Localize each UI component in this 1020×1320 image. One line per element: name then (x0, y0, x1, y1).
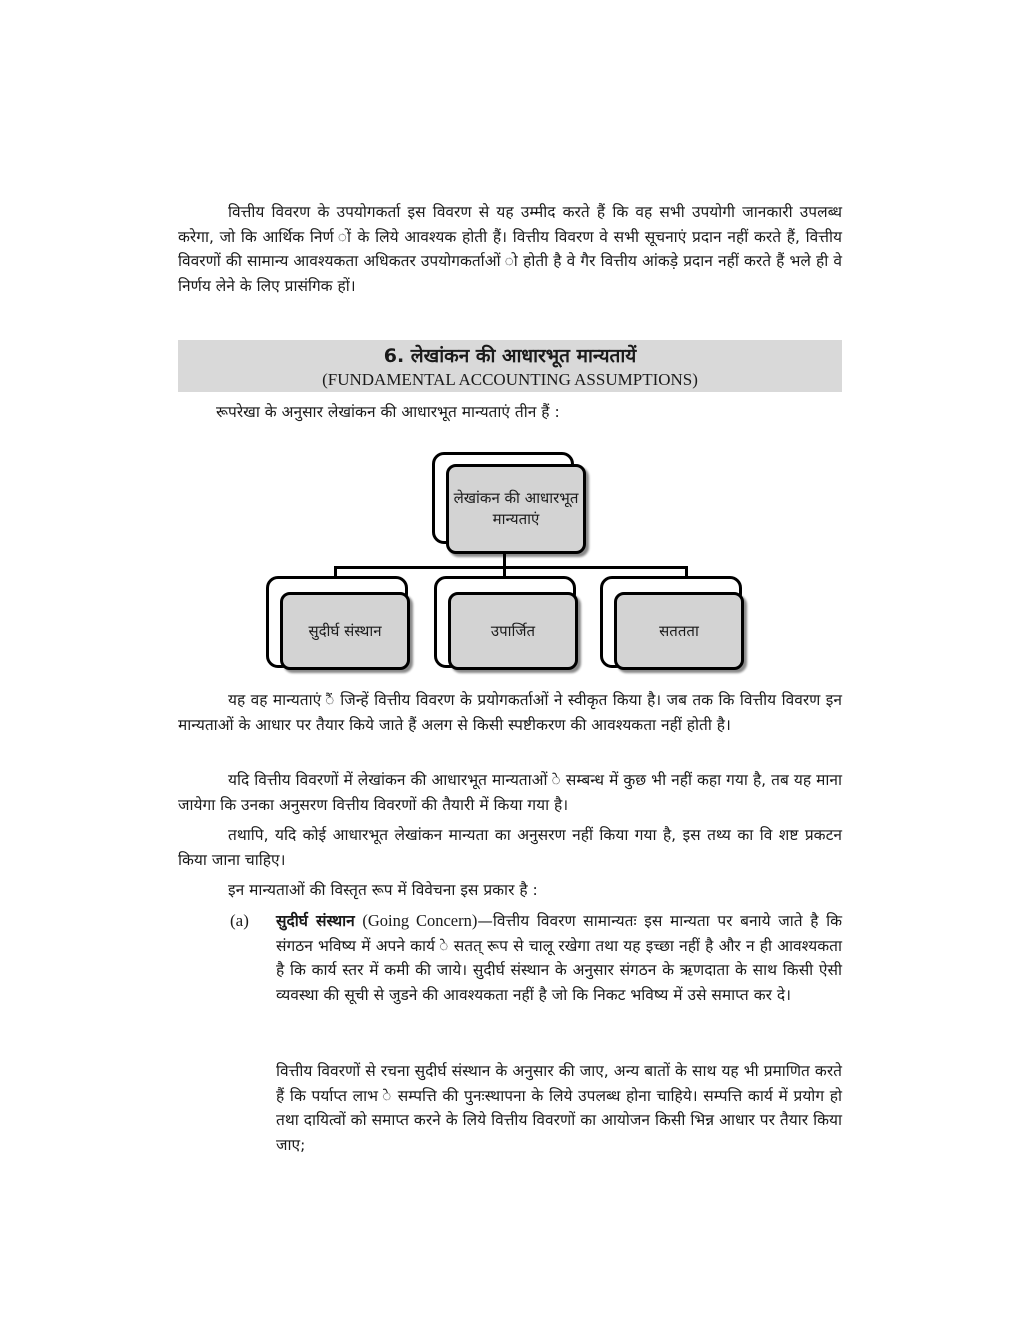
child-node-1 (280, 592, 410, 670)
list-item-a-continuation: वित्तीय विवरणों से रचना सुदीर्घ संस्थान के अनुसार की जाए, अन्य बातों के साथ यह भी प्रमाणित करते हैं कि पर्याप्त लाभ े सम्पत्ति की पुनःस्थापना के लिये उपलब्ध होना चाहिये। सम्पत्ति कार्य में प्रयोग हो तथा दायित्वों को समाप्त करने के लिये वित्तीय विवरणों का आयोजन किसी भिन्न आधार पर तैयार किया जाए; (276, 1062, 842, 1154)
term-english: (Going Concern) (362, 911, 478, 930)
connector-horizontal (334, 566, 688, 569)
assumptions-diagram (258, 448, 768, 686)
intro-paragraph: वित्तीय विवरण के उपयोगकर्ता इस विवरण से यह उम्मीद करते हैं कि वह सभी उपयोगी जानकारी उपलब्ध करेगा, जो कि आर्थिक निर्ण ों के लिये आवश्यक होती हैं। वित्तीय विवरण वे सभी सूचनाएं प्रदान नहीं करते हैं, वित्तीय विवरणों की सामान्य आवश्यकता अधिकतर उपयोगकर्ताओं ो होती है वे गैर वित्तीय आंकड़े प्रदान नहीं करते हैं भले ही वे निर्णय लेने के लिए प्रासंगिक हों। (178, 203, 843, 295)
section-intro-line: रूपरेखा के अनुसार लेखांकन की आधारभूत मान्यताएं तीन हैं : (216, 403, 560, 421)
list-item-a-body (276, 909, 842, 1007)
root-node (446, 464, 586, 554)
child-node-1-label: सुदीर्घ संस्थान (308, 621, 382, 640)
section-heading-english: (FUNDAMENTAL ACCOUNTING ASSUMPTIONS) (322, 370, 698, 389)
list-marker-a: (a) (230, 911, 249, 930)
paragraph-1: यह वह मान्यताएं ैं जिन्हें वित्तीय विवरण के प्रयोगकर्ताओं ने स्वीकृत किया है। जब तक कि वित्तीय विवरण इन मान्यताओं के आधार पर तैयार किये जाते हैं अलग से किसी स्पष्टीकरण की आवश्यकता नहीं होती है। (178, 691, 842, 734)
child-node-3 (614, 592, 744, 670)
paragraph-3: तथापि, यदि कोई आधारभूत लेखांकन मान्यता का अनुसरण नहीं किया गया है, इस तथ्य का वि शष्ट प्रकटन किया जाना चाहिए। (178, 826, 842, 869)
paragraph-4: इन मान्यताओं की विस्तृत रूप में विवेचना इस प्रकार है : (228, 881, 538, 899)
child-node-2 (448, 592, 578, 670)
section-heading-hindi: 6. लेखांकन की आधारभूत मान्यतायें (383, 345, 637, 367)
root-node-label: लेखांकन की आधारभूत मान्यताएं (453, 489, 579, 528)
list-item-a-text: —वित्तीय विवरण सामान्यतः इस मान्यता पर बनाये जाते है कि संगठन भविष्य में अपने कार्य े सतत् रूप से चालू रखेगा तथा यह इच्छा नहीं है और न ही आवश्यकता है कि कार्य स्तर में कमी की जाये। सुदीर्घ संस्थान के अनुसार संगठन के ऋणदाता के साथ किसी ऐसी व्यवस्था की सूची से जुडने की आवश्यकता नहीं है जो कि निकट भविष्य में उसे समाप्त कर दे। (276, 912, 842, 1004)
paragraph-2: यदि वित्तीय विवरणों में लेखांकन की आधारभूत मान्यताओं े सम्बन्ध में कुछ भी नहीं कहा गया है, तब यह माना जायेगा कि उनका अनुसरण वित्तीय विवरणों की तैयारी में किया गया है। (178, 771, 842, 814)
section-heading (178, 340, 842, 392)
term-going-concern: सुदीर्घ संस्थान (276, 912, 355, 930)
child-node-3-label: सततता (659, 621, 699, 640)
child-node-2-label: उपार्जित (490, 621, 536, 640)
